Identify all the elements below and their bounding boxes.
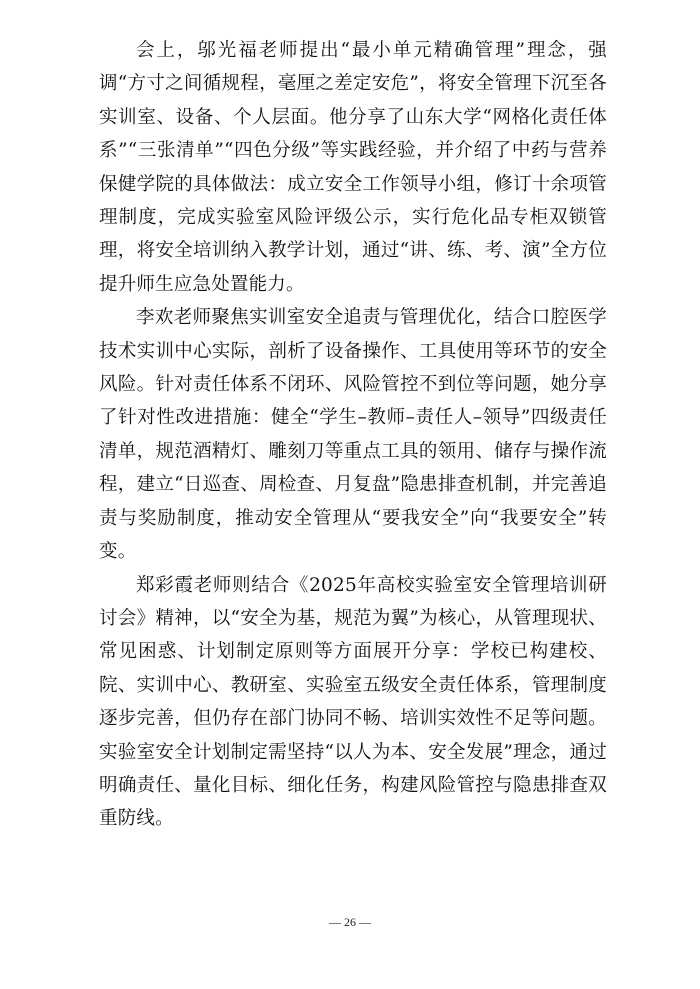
paragraph-zheng-caixia: 郑彩霞老师则结合《2025年高校实验室安全管理培训研讨会》精神，以“安全为基，规范为翼”为核心，从管理现状、常见困惑、计划制定原则等方面展开分享：学校已构建校、院、实训中心、教研室、实验室五级安全责任体系，管理制度逐步完善，但仍存在部门协同不畅、培训实效性不足等问题。实验室安全计划制定需坚持“以人为本、安全发展”理念，通过明确责任、量化目标、细化任务，构建风险管控与隐患排查双重防线。 xyxy=(99,574,607,830)
page-number: — 26 — xyxy=(329,915,371,929)
body-text xyxy=(99,34,607,836)
paragraph-li-huan: 李欢老师聚焦实训室安全追责与管理优化，结合口腔医学技术实训中心实际，剖析了设备操作、工具使用等环节的安全风险。针对责任体系不闭环、风险管控不到位等问题，她分享了针对性改进措施：健全“学生–教师–责任人–领导”四级责任清单，规范酒精灯、雕刻刀等重点工具的领用、储存与操作流程，建立“日巡查、周检查、月复盘”隐患排查机制，并完善追责与奖励制度，推动安全管理从“要我安全”向“我要安全”转变。 xyxy=(99,307,607,563)
paragraph-wu-guangfu: 会上，邬光福老师提出“最小单元精确管理”理念，强调“方寸之间循规程，毫厘之差定安危”，将安全管理下沉至各实训室、设备、个人层面。他分享了山东大学“网格化责任体系”“三张清单”“四色分级”等实践经验，并介绍了中药与营养保健学院的具体做法：成立安全工作领导小组，修订十余项管理制度，完成实验室风险评级公示，实行危化品专柜双锁管理，将安全培训纳入教学计划，通过“讲、练、考、演”全方位提升师生应急处置能力。 xyxy=(99,40,607,295)
